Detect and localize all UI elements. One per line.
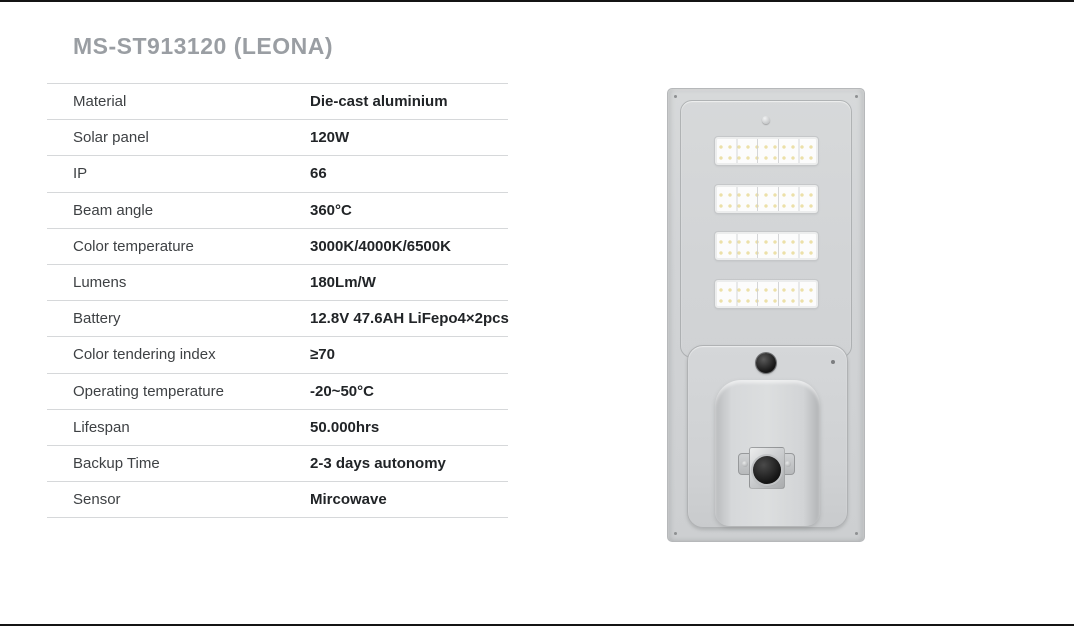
spec-label: Lifespan (73, 418, 130, 436)
screw-icon (674, 95, 677, 98)
spec-row (47, 229, 508, 265)
spec-row (47, 301, 508, 337)
spec-value: -20~50°C (310, 382, 374, 400)
screw-icon (831, 360, 835, 364)
spec-value: ≥70 (310, 346, 335, 364)
spec-table (47, 83, 508, 518)
spec-row (47, 265, 508, 301)
spec-label: Solar panel (73, 129, 149, 147)
page-title: MS-ST913120 (LEONA) (73, 33, 334, 59)
screw-icon (855, 95, 858, 98)
spec-value: 360°C (310, 201, 352, 219)
spec-row (47, 374, 508, 410)
spec-label: Sensor (73, 491, 121, 509)
spec-row (47, 482, 508, 518)
spec-label: Battery (73, 310, 121, 328)
led-strip (715, 232, 818, 260)
motion-sensor (756, 353, 776, 373)
spec-value: 120W (310, 129, 350, 147)
daylight-sensor (762, 116, 770, 124)
top-border-line (0, 0, 1074, 2)
spec-row (47, 156, 508, 192)
screw-icon (855, 532, 858, 535)
spec-value: 50.000hrs (310, 418, 380, 436)
spec-value: Die-cast aluminium (310, 93, 448, 111)
spec-value: 2-3 days autonomy (310, 454, 446, 472)
spec-label: Color temperature (73, 237, 194, 255)
spec-label: Material (73, 93, 127, 111)
spec-label: Beam angle (73, 201, 154, 219)
spec-label: Lumens (73, 274, 127, 292)
spec-row (47, 84, 508, 120)
cable-socket (753, 456, 781, 484)
spec-value: 12.8V 47.6AH LiFepo4×2pcs (310, 310, 509, 328)
led-strip (715, 185, 818, 213)
spec-label: Color tendering index (73, 346, 216, 364)
product-image (667, 88, 865, 542)
screw-icon (674, 532, 677, 535)
spec-label: Operating temperature (73, 382, 224, 400)
spec-value: Mircowave (310, 491, 387, 509)
spec-row (47, 193, 508, 229)
spec-label: IP (73, 165, 88, 183)
spec-value: 3000K/4000K/6500K (310, 237, 451, 255)
led-strip (715, 280, 818, 308)
spec-row (47, 446, 508, 482)
spec-value: 180Lm/W (310, 274, 376, 292)
led-strip (715, 137, 818, 165)
spec-row (47, 337, 508, 373)
spec-value: 66 (310, 165, 327, 183)
spec-label: Backup Time (73, 454, 160, 472)
spec-row (47, 410, 508, 446)
spec-row (47, 120, 508, 156)
